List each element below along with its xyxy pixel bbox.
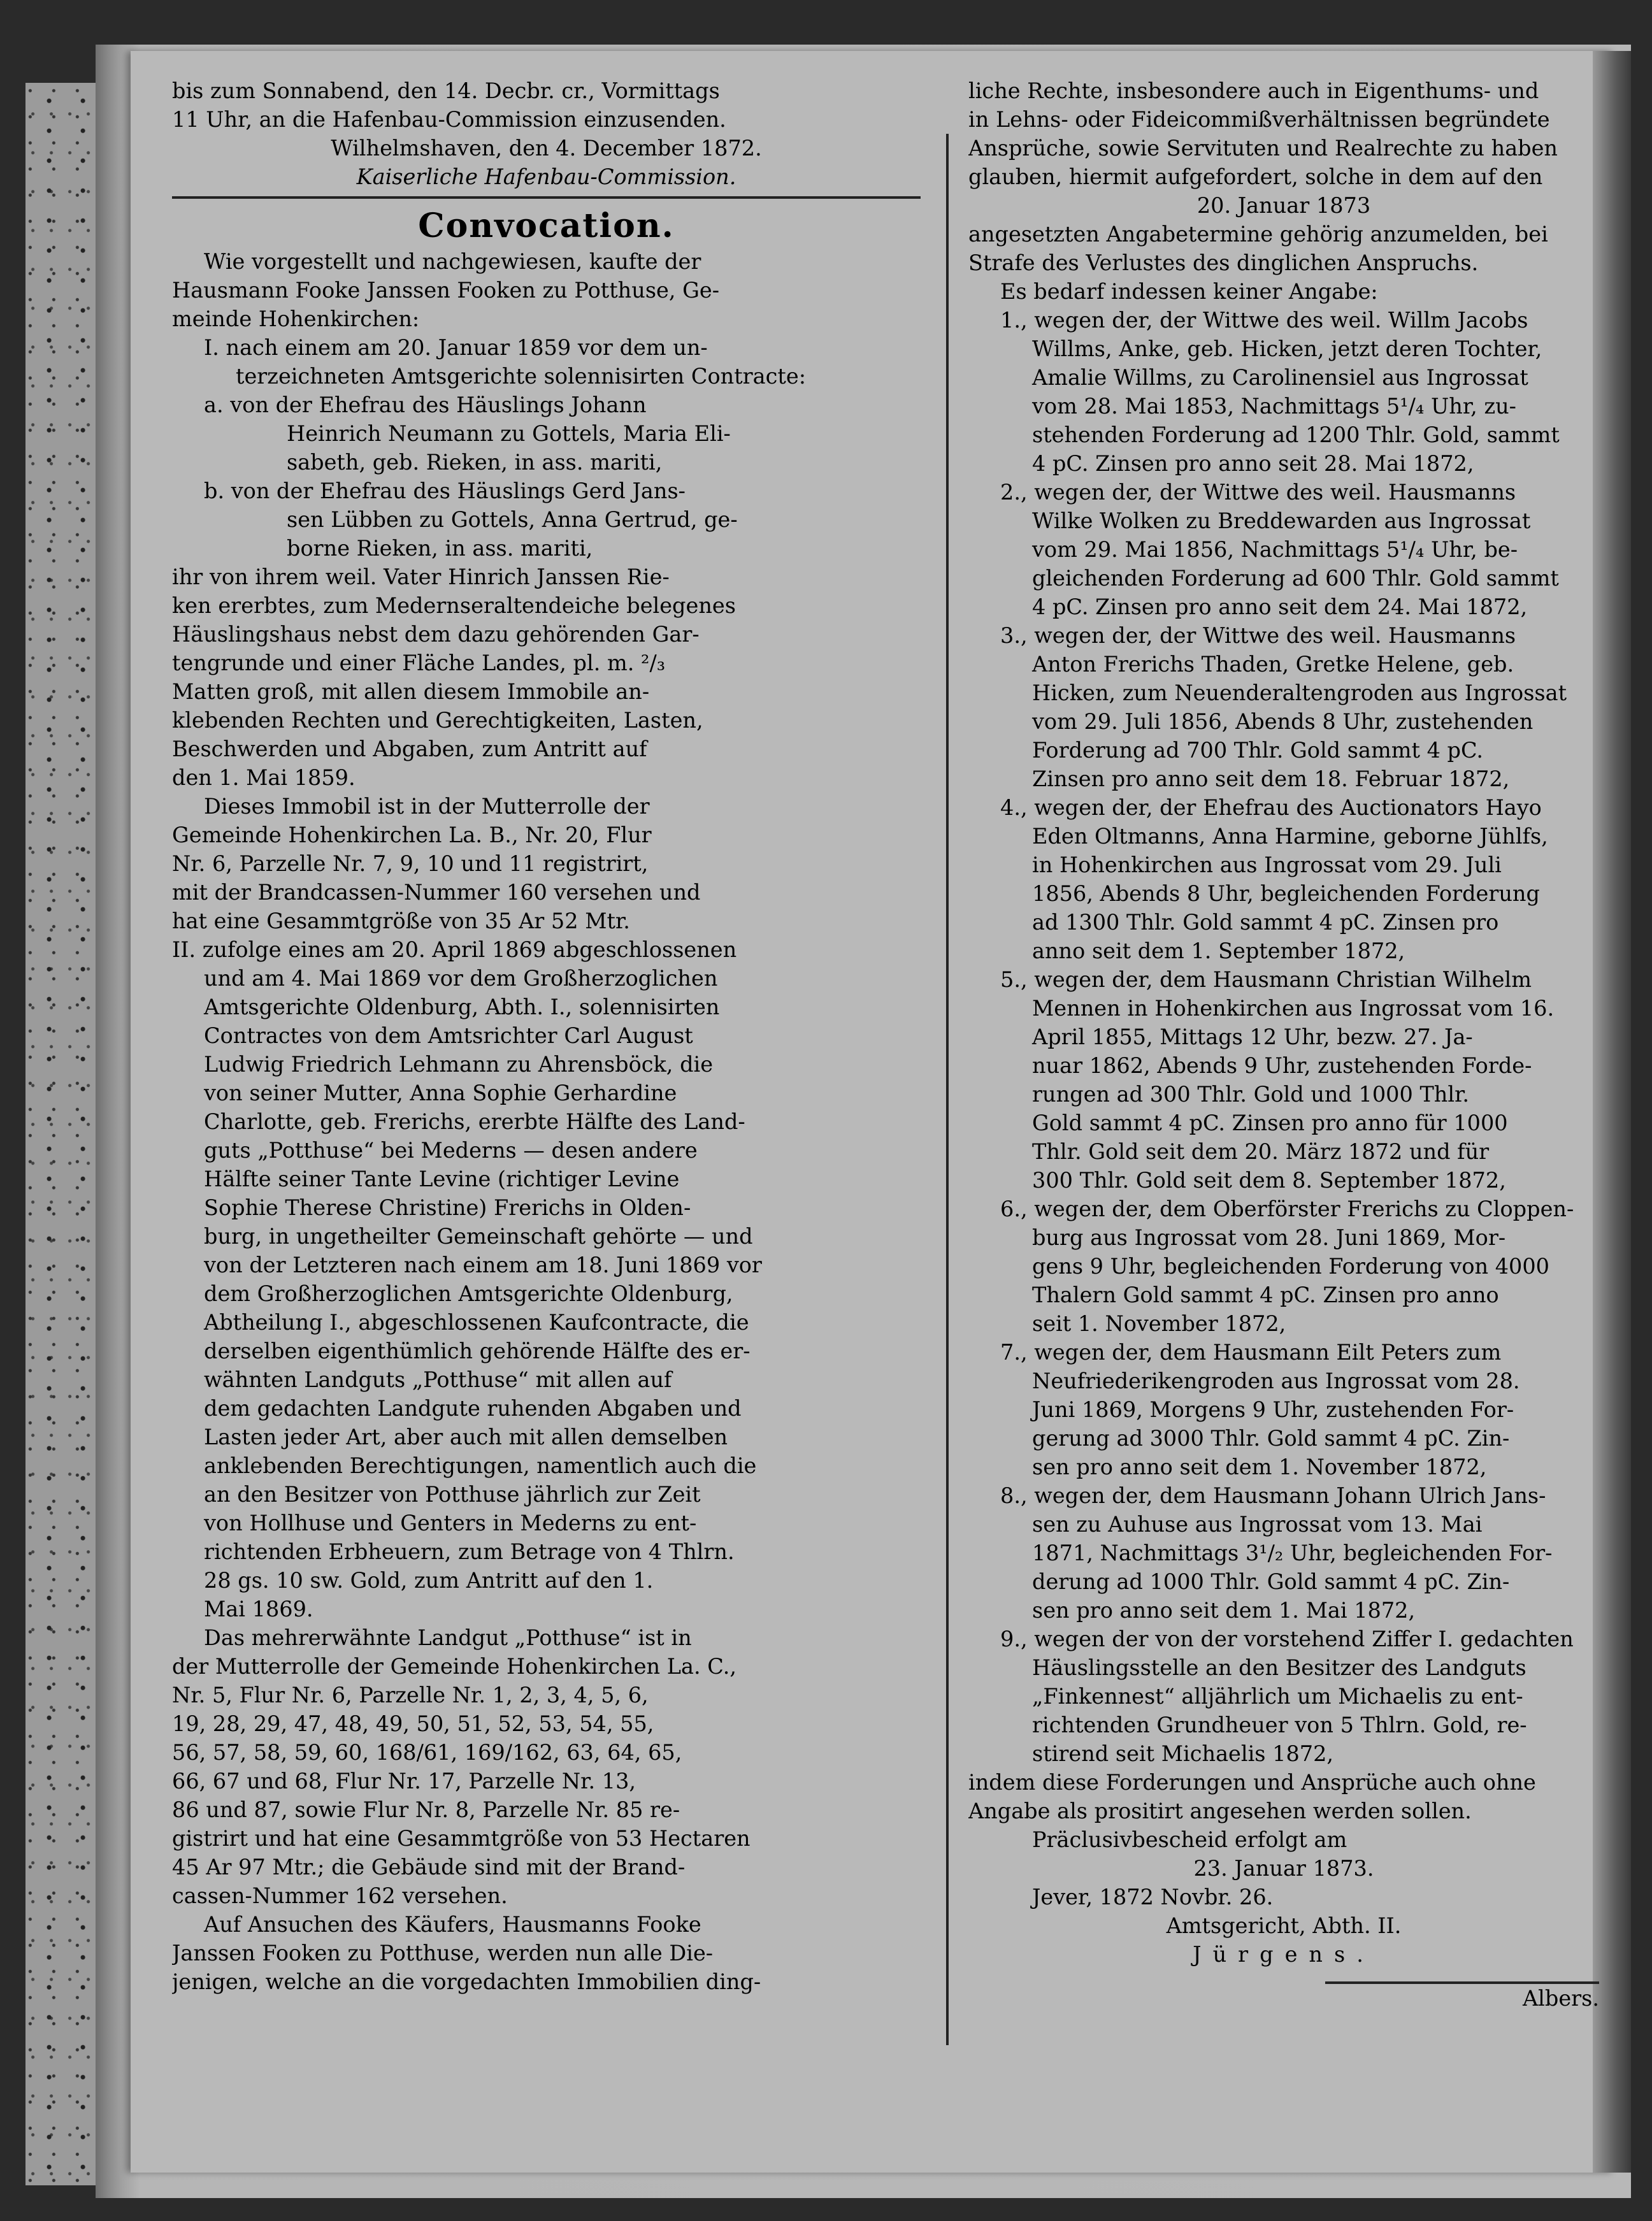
text-line: seit 1. November 1872, <box>1032 1311 1286 1336</box>
text-line: klebenden Rechten und Gerechtigkeiten, Lasten, <box>172 708 703 733</box>
text-line: richtenden Erbheuern, zum Betrage von 4 Thlrn. <box>204 1539 735 1564</box>
text-line: gens 9 Uhr, begleichenden Forderung von 4000 <box>1032 1254 1549 1279</box>
text-line: vom 29. Mai 1856, Nachmittags 5¹/₄ Uhr, be- <box>1032 537 1518 562</box>
text-line: Dieses Immobil ist in der Mutterrolle der <box>204 794 650 819</box>
text-line: sen pro anno seit dem 1. November 1872, <box>1032 1455 1487 1479</box>
text-line: Nr. 5, Flur Nr. 6, Parzelle Nr. 1, 2, 3, 4, 5, 6, <box>172 1683 649 1707</box>
text-line: 4., wegen der, der Ehefrau des Auctionators Hayo <box>1000 795 1542 820</box>
text-line: Contractes von dem Amtsrichter Carl August <box>204 1023 693 1048</box>
text-line: vom 29. Juli 1856, Abends 8 Uhr, zustehenden <box>1032 709 1533 734</box>
text-line: Abtheilung I., abgeschlossenen Kaufcontracte, die <box>204 1310 749 1335</box>
text-line: Hicken, zum Neuenderaltengroden aus Ingrossat <box>1032 680 1567 705</box>
text-line: sen pro anno seit dem 1. Mai 1872, <box>1032 1598 1416 1623</box>
intro-line: Wilhelmshaven, den 4. December 1872. <box>331 136 762 161</box>
text-line: meinde Hohenkirchen: <box>172 306 420 331</box>
text-line: vom 28. Mai 1853, Nachmittags 5¹/₄ Uhr, zu- <box>1032 394 1516 419</box>
text-line: Willms, Anke, geb. Hicken, jetzt deren Tochter, <box>1032 336 1542 361</box>
text-line: Angabe als prositirt angesehen werden sollen. <box>968 1799 1472 1823</box>
intro-signature: Kaiserliche Hafenbau-Commission. <box>356 164 736 189</box>
intro-line: bis zum Sonnabend, den 14. Decbr. cr., Vormittags <box>172 78 720 103</box>
text-line: terzeichneten Amtsgerichte solennisirten Contracte: <box>236 364 806 389</box>
text-line: Amtsgerichte Oldenburg, Abth. I., solennisirten <box>204 995 720 1019</box>
text-line: a. von der Ehefrau des Häuslings Johann <box>204 392 647 417</box>
text-line: Strafe des Verlustes des dinglichen Anspruchs. <box>968 250 1479 275</box>
text-line: I. nach einem am 20. Januar 1859 vor dem un- <box>204 335 708 360</box>
text-line: 1856, Abends 8 Uhr, begleichenden Forderung <box>1032 881 1540 906</box>
text-line: anno seit dem 1. September 1872, <box>1032 938 1405 963</box>
text-line: 1., wegen der, der Wittwe des weil. Willm Jacobs <box>1000 308 1528 333</box>
text-line: 4 pC. Zinsen pro anno seit dem 24. Mai 1872, <box>1032 594 1528 619</box>
text-line: 45 Ar 97 Mtr.; die Gebäude sind mit der Brand- <box>172 1855 686 1880</box>
place-date: Jever, 1872 Novbr. 26. <box>1032 1885 1274 1909</box>
text-line: Matten groß, mit allen diesem Immobile an- <box>172 679 650 704</box>
text-line: 7., wegen der, dem Hausmann Eilt Peters zum <box>1000 1340 1502 1365</box>
text-line: Mai 1869. <box>204 1597 313 1621</box>
text-line: Hälfte seiner Tante Levine (richtiger Levine <box>204 1167 680 1191</box>
text-line: 2., wegen der, der Wittwe des weil. Hausmanns <box>1000 480 1516 505</box>
text-line: stehenden Forderung ad 1200 Thlr. Gold, sammt <box>1032 422 1560 447</box>
text-line: dem gedachten Landgute ruhenden Abgaben und <box>204 1396 742 1421</box>
text-line: Hausmann Fooke Janssen Fooken zu Potthuse, Ge- <box>172 278 720 303</box>
text-line: cassen-Nummer 162 versehen. <box>172 1883 508 1908</box>
text-line: 6., wegen der, dem Oberförster Frerichs zu Cloppen- <box>1000 1197 1574 1221</box>
text-line: liche Rechte, insbesondere auch in Eigenthums- und <box>968 78 1539 103</box>
text-line: gerung ad 3000 Thlr. Gold sammt 4 pC. Zin- <box>1032 1426 1510 1451</box>
text-line: Gold sammt 4 pC. Zinsen pro anno für 1000 <box>1032 1110 1508 1135</box>
text-line: Sophie Therese Christine) Frerichs in Olden- <box>204 1195 691 1220</box>
text-line: Ansprüche, sowie Servituten und Realrechte zu haben <box>968 136 1558 161</box>
text-line: ken ererbtes, zum Medernseraltendeiche belegenes <box>172 593 736 618</box>
text-line: 20. Januar 1873 <box>1196 193 1371 218</box>
intro-line: 11 Uhr, an die Hafenbau-Commission einzusenden. <box>172 107 726 132</box>
right-column <box>968 76 1599 2013</box>
section-rule <box>172 196 921 199</box>
text-line: borne Rieken, in ass. mariti, <box>287 536 593 561</box>
section-title: Convocation. <box>418 206 675 245</box>
text-line: Eden Oltmanns, Anna Harmine, geborne Jühlfs, <box>1032 824 1548 849</box>
text-line: 5., wegen der, dem Hausmann Christian Wilhelm <box>1000 967 1532 992</box>
text-line: 86 und 87, sowie Flur Nr. 8, Parzelle Nr. 85 re- <box>172 1797 680 1822</box>
text-line: derung ad 1000 Thlr. Gold sammt 4 pC. Zin- <box>1032 1569 1510 1594</box>
left-column <box>172 76 921 1996</box>
text-line: Mennen in Hohenkirchen aus Ingrossat vom 16. <box>1032 996 1555 1021</box>
text-line: von Hollhuse und Genters in Mederns zu ent- <box>204 1511 697 1535</box>
text-line: Wie vorgestellt und nachgewiesen, kaufte der <box>204 249 701 274</box>
text-line: ihr von ihrem weil. Vater Hinrich Janssen Rie- <box>172 564 670 589</box>
text-line: 28 gs. 10 sw. Gold, zum Antritt auf den 1. <box>204 1568 654 1593</box>
text-line: 19, 28, 29, 47, 48, 49, 50, 51, 52, 53, 54, 55, <box>172 1711 654 1736</box>
text-line: stirend seit Michaelis 1872, <box>1032 1741 1334 1766</box>
text-line: jenigen, welche an die vorgedachten Immobilien ding- <box>172 1969 761 1994</box>
text-line: glauben, hiermit aufgefordert, solche in dem auf den <box>968 164 1543 189</box>
text-line: 3., wegen der, der Wittwe des weil. Hausmanns <box>1000 623 1516 648</box>
text-line: Gemeinde Hohenkirchen La. B., Nr. 20, Flur <box>172 823 652 847</box>
text-line: „Finkennest“ alljährlich um Michaelis zu ent- <box>1032 1684 1523 1709</box>
text-line: sen zu Auhuse aus Ingrossat vom 13. Mai <box>1032 1512 1483 1537</box>
text-line: Janssen Fooken zu Potthuse, werden nun alle Die- <box>172 1941 714 1966</box>
text-line: den 1. Mai 1859. <box>172 765 356 790</box>
text-line: b. von der Ehefrau des Häuslings Gerd Jans- <box>204 478 686 503</box>
text-line: in Lehns- oder Fideicommißverhältnissen begründete <box>968 107 1550 132</box>
text-line: anklebenden Berechtigungen, namentlich auch die <box>204 1453 757 1478</box>
text-line: rungen ad 300 Thlr. Gold und 1000 Thlr. <box>1032 1082 1470 1107</box>
text-line: 56, 57, 58, 59, 60, 168/61, 169/162, 63, 64, 65, <box>172 1740 682 1765</box>
text-line: sabeth, geb. Rieken, in ass. mariti, <box>287 450 663 475</box>
text-line: Auf Ansuchen des Käufers, Hausmanns Fooke <box>204 1912 701 1937</box>
text-line: Amalie Willms, zu Carolinensiel aus Ingrossat <box>1032 365 1528 390</box>
text-line: hat eine Gesammtgröße von 35 Ar 52 Mtr. <box>172 909 630 933</box>
text-line: sen Lübben zu Gottels, Anna Gertrud, ge- <box>287 507 738 532</box>
text-line: Zinsen pro anno seit dem 18. Februar 1872, <box>1032 766 1510 791</box>
text-line: 66, 67 und 68, Flur Nr. 17, Parzelle Nr. 13, <box>172 1769 636 1793</box>
text-line: gistrirt und hat eine Gesammtgröße von 53 Hectaren <box>172 1826 751 1851</box>
text-line: Wilke Wolken zu Breddewarden aus Ingrossat <box>1032 508 1531 533</box>
text-line: Thlr. Gold seit dem 20. März 1872 und für <box>1032 1139 1490 1164</box>
text-line: Charlotte, geb. Frerichs, ererbte Hälfte des Land- <box>204 1109 745 1134</box>
text-line: indem diese Forderungen und Ansprüche auch ohne <box>968 1770 1536 1795</box>
text-line: und am 4. Mai 1869 vor dem Großherzoglichen <box>204 966 718 991</box>
signature-clerk: Albers. <box>1522 1986 1599 2011</box>
text-line: der Mutterrolle der Gemeinde Hohenkirchen La. C., <box>172 1654 736 1679</box>
signature-judge: Jürgens. <box>1193 1942 1375 1967</box>
text-line: guts „Potthuse“ bei Mederns — desen andere <box>204 1138 698 1163</box>
text-line: in Hohenkirchen aus Ingrossat vom 29. Juli <box>1032 852 1502 877</box>
text-line: mit der Brandcassen-Nummer 160 versehen und <box>172 880 701 905</box>
text-line: Anton Frerichs Thaden, Gretke Helene, geb. <box>1032 652 1514 677</box>
text-line: 8., wegen der, dem Hausmann Johann Ulrich Jans- <box>1000 1483 1546 1508</box>
text-line: Das mehrerwähnte Landgut „Potthuse“ ist in <box>204 1625 692 1650</box>
text-line: von seiner Mutter, Anna Sophie Gerhardine <box>204 1081 677 1105</box>
text-line: April 1855, Mittags 12 Uhr, bezw. 27. Ja- <box>1032 1024 1473 1049</box>
text-line: 9., wegen der von der vorstehend Ziffer I. gedachten <box>1000 1627 1574 1651</box>
text-line: ad 1300 Thlr. Gold sammt 4 pC. Zinsen pro <box>1032 910 1499 935</box>
text-line: 23. Januar 1873. <box>1193 1856 1374 1881</box>
text-line: Juni 1869, Morgens 9 Uhr, zustehenden For- <box>1032 1397 1514 1422</box>
text-line: Lasten jeder Art, aber auch mit allen demselben <box>204 1425 728 1449</box>
text-line: Thalern Gold sammt 4 pC. Zinsen pro anno <box>1032 1283 1499 1307</box>
text-line: wähnten Landguts „Potthuse“ mit allen auf <box>204 1367 672 1392</box>
text-line: burg, in ungetheilter Gemeinschaft gehörte — und <box>204 1224 753 1249</box>
text-line: tengrunde und einer Fläche Landes, pl. m. ²/₃ <box>172 650 666 675</box>
text-line: Nr. 6, Parzelle Nr. 7, 9, 10 und 11 registrirt, <box>172 851 649 876</box>
text-line: Ludwig Friedrich Lehmann zu Ahrensböck, die <box>204 1052 714 1077</box>
text-line: Es bedarf indessen keiner Angabe: <box>1000 279 1378 304</box>
text-line: gleichenden Forderung ad 600 Thlr. Gold sammt <box>1032 566 1559 591</box>
text-line: angesetzten Angabetermine gehörig anzumelden, bei <box>968 222 1548 247</box>
court-name: Amtsgericht, Abth. II. <box>1166 1913 1402 1938</box>
text-line: nuar 1862, Abends 9 Uhr, zustehenden Forde- <box>1032 1053 1532 1078</box>
text-line: Forderung ad 700 Thlr. Gold sammt 4 pC. <box>1032 738 1484 763</box>
book-edge <box>25 83 102 2185</box>
text-line: von der Letzteren nach einem am 18. Juni 1869 vor <box>204 1253 762 1277</box>
text-line: burg aus Ingrossat vom 28. Juni 1869, Mor- <box>1032 1225 1506 1250</box>
text-line: Häuslingshaus nebst dem dazu gehörenden Gar- <box>172 622 700 647</box>
text-line: Heinrich Neumann zu Gottels, Maria Eli- <box>287 421 731 446</box>
text-line: 1871, Nachmittags 3¹/₂ Uhr, begleichenden For- <box>1032 1541 1553 1565</box>
text-line: Häuslingsstelle an den Besitzer des Landguts <box>1032 1655 1526 1680</box>
text-line: Präclusivbescheid erfolgt am <box>1032 1827 1347 1852</box>
text-line: an den Besitzer von Potthuse jährlich zur Zeit <box>204 1482 701 1507</box>
text-line: 300 Thlr. Gold seit dem 8. September 1872, <box>1032 1168 1506 1193</box>
text-line: 4 pC. Zinsen pro anno seit 28. Mai 1872, <box>1032 451 1474 476</box>
text-line: derselben eigenthümlich gehörende Hälfte des er- <box>204 1339 751 1363</box>
text-line: dem Großherzoglichen Amtsgerichte Oldenburg, <box>204 1281 733 1306</box>
column-divider <box>946 134 949 2045</box>
text-line: richtenden Grundheuer von 5 Thlrn. Gold, re- <box>1032 1713 1527 1737</box>
text-line: II. zufolge eines am 20. April 1869 abgeschlossenen <box>172 937 737 962</box>
text-line: Neufriederikengroden aus Ingrossat vom 28. <box>1032 1369 1520 1393</box>
text-line: Beschwerden und Abgaben, zum Antritt auf <box>172 737 647 761</box>
